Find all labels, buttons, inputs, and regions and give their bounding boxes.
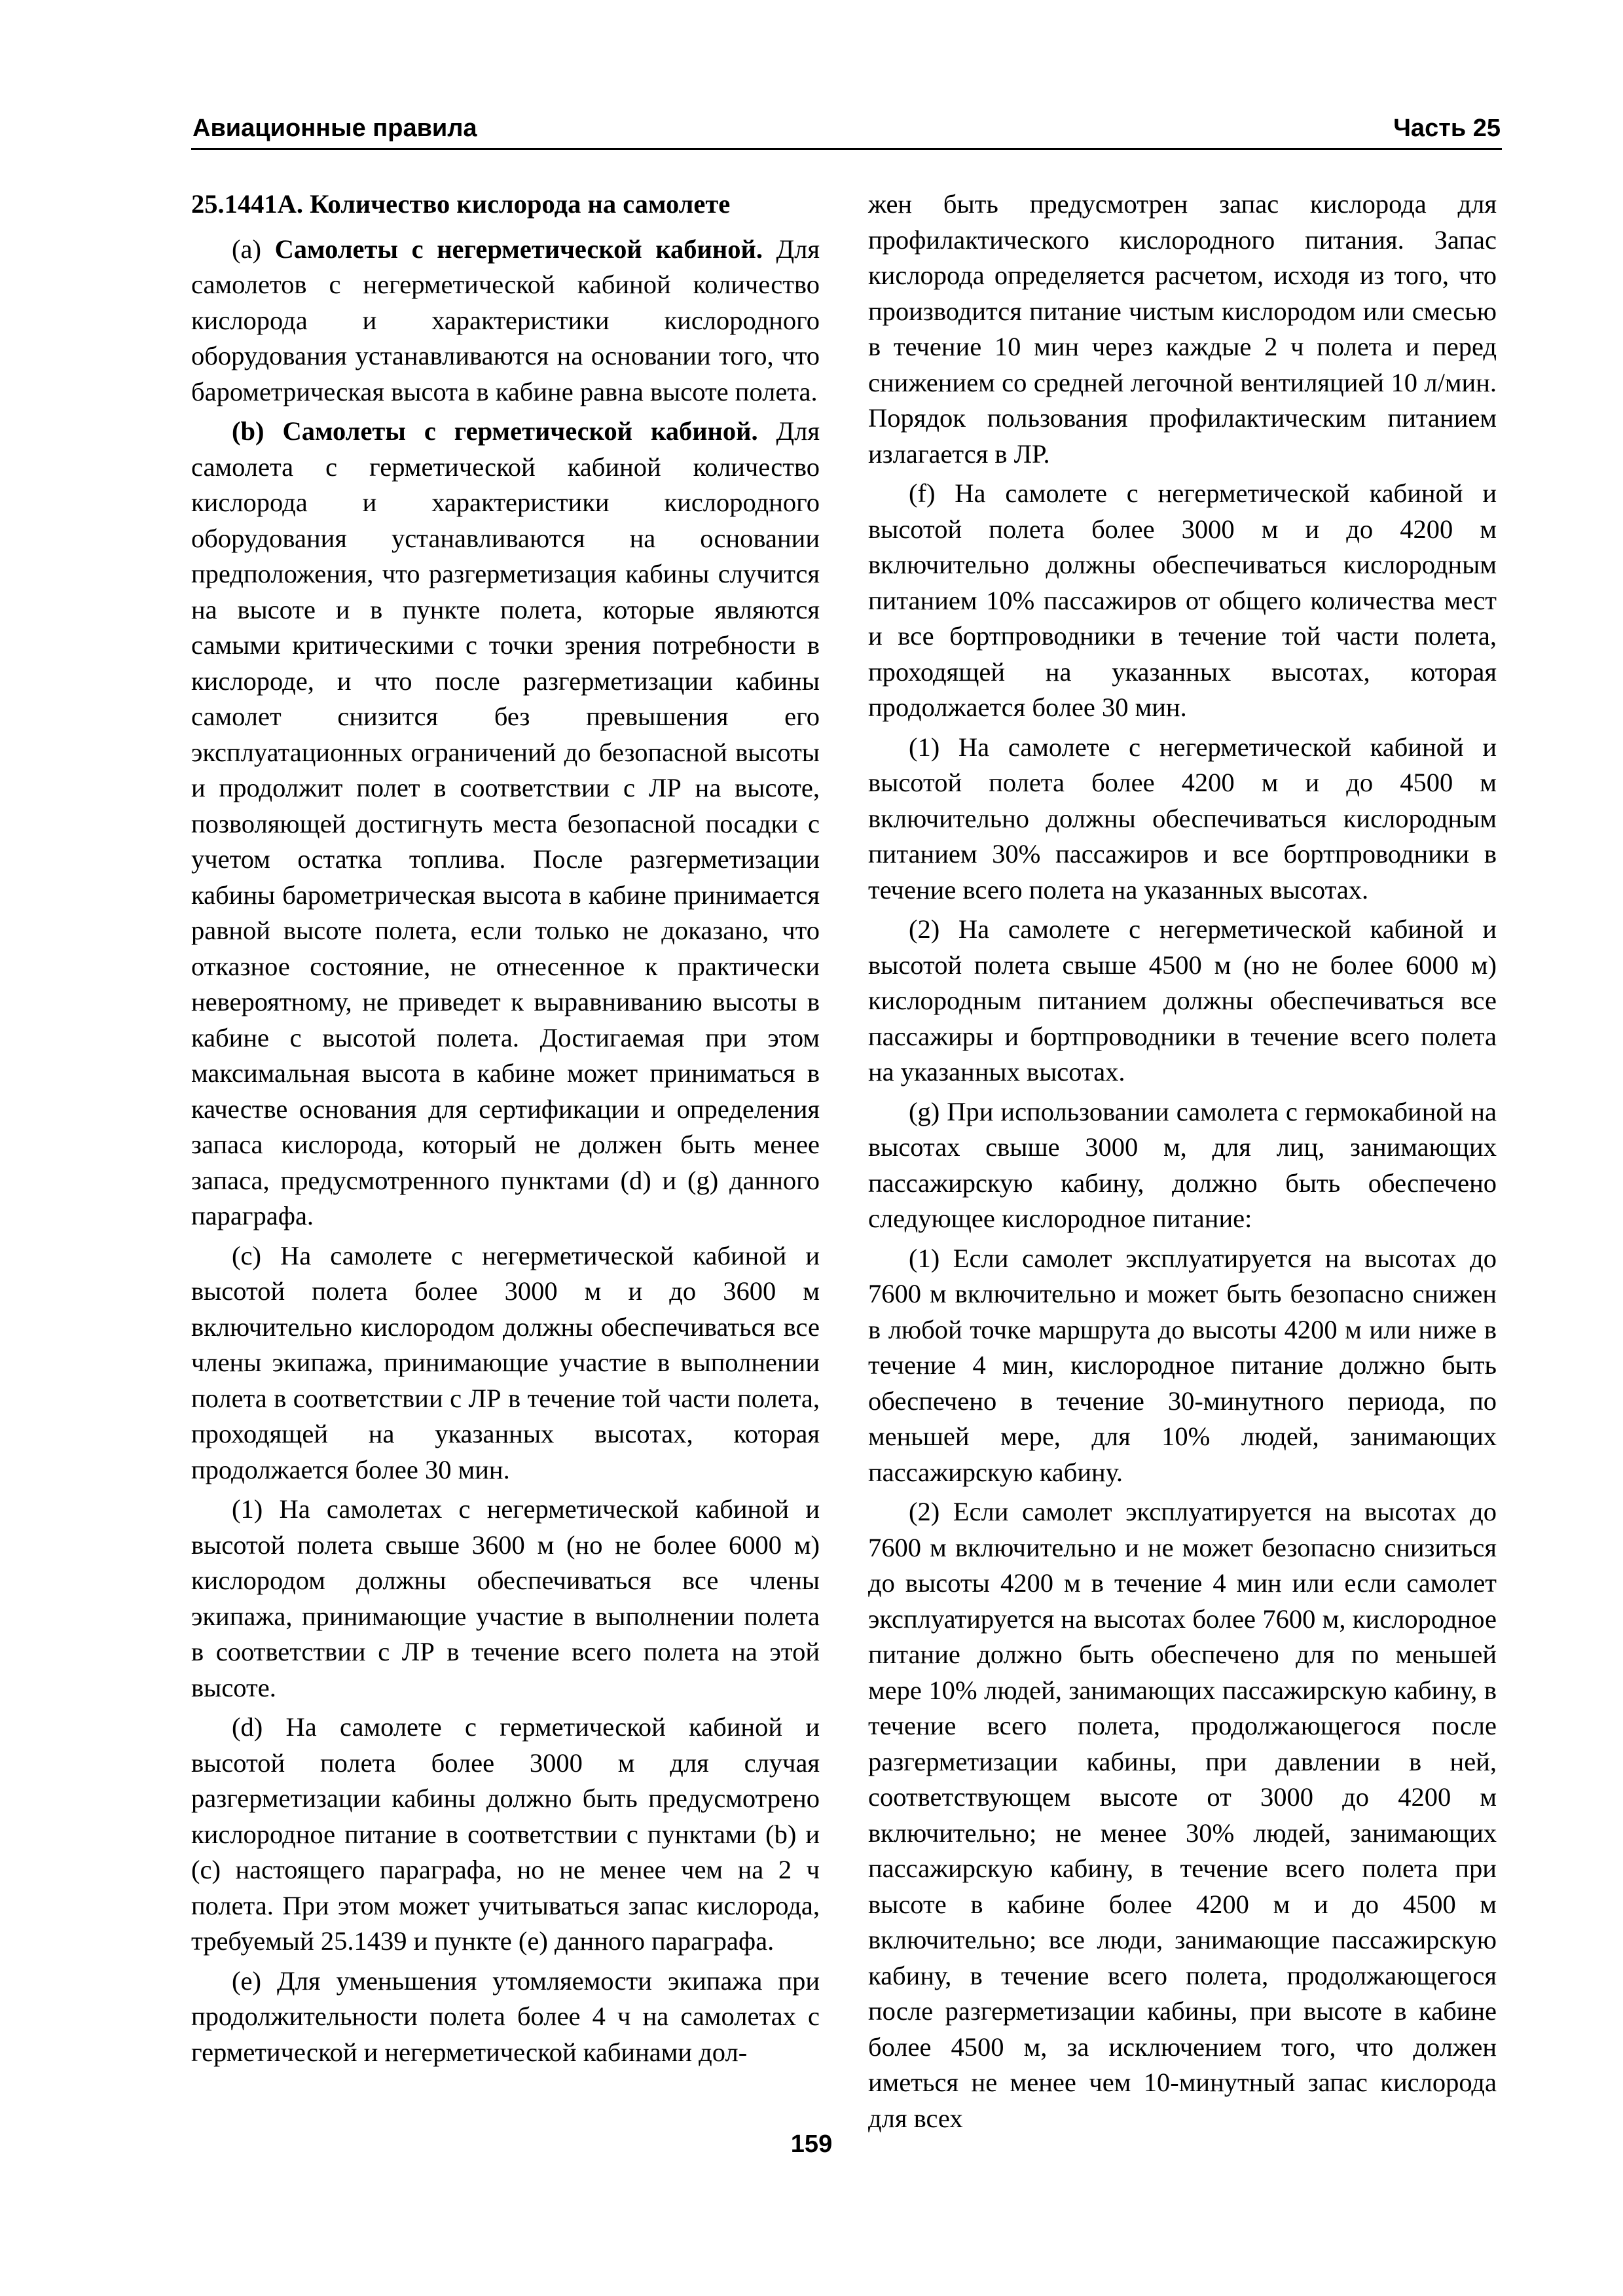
header-part: Часть 25 (1393, 115, 1501, 142)
paragraph-d: (d) На самолете с герметической кабиной и высотой полета более 3000 м для случая разгерметизации кабины должно быть предусмотрено кислородное питание в соответствии с пунктами (b) и (c) настоящего параграфа, но не менее чем на 2 ч полета. При этом может учитываться запас кислорода, требуемый 25.1439 и пункте (e) данного параграфа. (191, 1712, 820, 1956)
paragraph-f1: (1) На самолете с негерметической кабиной и высотой полета более 4200 м и до 4500 м включительно должны обеспечиваться кислородным питанием 30% пассажиров и все бортпроводники в течение всего полета на указанных высотах. (868, 732, 1497, 905)
paragraph-f2: (2) На самолете с негерметической кабиной и высотой полета свыше 4500 м (но не более 6000 м) кислородным питанием должны обеспечиваться все пассажиры и бортпроводники в течение всего полета на указанных высотах. (868, 914, 1497, 1086)
paragraph-a-text: Для самолетов с негерметической кабиной количество кислорода и характеристики кислородного оборудования устанавливаются на основании того, что барометрическая высота в кабине равна высоте полета. (191, 234, 820, 406)
paragraph-g2: (2) Если самолет эксплуатируется на высотах до 7600 м включительно и не может безопасно снизиться до высоты 4200 м в течение 4 мин или если самолет эксплуатируется на высотах более 7600 м, кислородное питание должно быть обеспечено для по меньшей мере 10% людей, занимающих пассажирскую кабину, в течение всего полета, продолжающегося после разгерметизации кабины, при давлении в ней, соответствующем высоте от 3000 до 4200 м включительно; не менее 30% людей, занимающих пассажирскую кабину, в течение всего полета при высоте в кабине более 4200 м и до 4500 м включительно; все люди, занимающие пассажирскую кабину, в течение всего полета, продолжающегося после разгерметизации кабины, при высоте в кабине более 4500 м, за исключением того, что должен иметься не менее чем 10-минутный запас кислорода для всех (868, 1497, 1497, 2133)
paragraph-b (191, 414, 820, 1234)
paragraph-f: (f) На самолете с негерметической кабиной и высотой полета более 3000 м и до 4200 м включительно должны обеспечиваться кислородным питанием 10% пассажиров от общего количества мест и все бортпроводники в течение той части полета, проходящей на указанных высотах, которая продолжается более 30 мин. (868, 478, 1497, 722)
paragraph-b-heading: (b) Самолеты с герметической кабиной. (232, 416, 758, 446)
paragraph-g1: (1) Если самолет эксплуатируется на высотах до 7600 м включительно и может быть безопасно снижен в любой точке маршрута до высоты 4200 м или ниже в течение 4 мин, кислородное питание должно быть обеспечено в течение 30-минутного периода, по меньшей мере, для 10% людей, занимающих пассажирскую кабину. (868, 1243, 1497, 1487)
paragraph-g: (g) При использовании самолета с гермокабиной на высотах свыше 3000 м, для лиц, занимающих пассажирскую кабину, должно быть обеспечено следующее кислородное питание: (868, 1096, 1497, 1233)
running-header (191, 111, 1502, 150)
paragraph-a (191, 232, 820, 410)
page-number: 159 (790, 2130, 833, 2158)
left-column (191, 187, 820, 2074)
paragraph-b-text: Для самолета с герметической кабиной количество кислорода и характеристики кислородного оборудования устанавливаются на основании предположения, что разгерметизация кабины случится на высоте и в пункте полета, которые являются самыми критическими с точки зрения потребности в кислороде, и что после разгерметизации кабины самолет снизится без превышения его эксплуатационных ограничений до безопасной высоты и продолжит полет в соответствии с ЛР на высоте, позволяющей достигнуть места безопасной посадки с учетом остатка топлива. После разгерметизации кабины барометрическая высота в кабине принимается равной высоте полета, если только не доказано, что отказное состояние, не отнесенное к практически невероятному, не приведет к выравниванию высоты в кабине с высотой полета. Достигаемая при этом максимальная высота в кабине может приниматься в качестве основания для сертификации и определения запаса кислорода, который не должен быть менее запаса, предусмотренного пунктами (d) и (g) данного параграфа. (191, 416, 820, 1230)
paragraph-e: (e) Для уменьшения утомляемости экипажа при продолжительности полета более 4 ч на самолетах с герметической и негерметической кабинами дол- (191, 1965, 820, 2067)
paragraph-e-continued: жен быть предусмотрен запас кислорода для профилактического кислородного питания. Запас кислорода определяется расчетом, исходя из того, что производится питание чистым кислородом или смесью в течение 10 мин через каждые 2 ч полета и перед снижением со средней легочной вентиляцией 10 л/мин. Порядок пользования профилактическим питанием излагается в ЛР. (868, 189, 1497, 469)
header-title: Авиационные правила (192, 115, 477, 142)
section-title: 25.1441A. Количество кислорода на самолете (191, 189, 731, 219)
paragraph-c1: (1) На самолетах с негерметической кабиной и высотой полета свыше 3600 м (но не более 6000 м) кислородом должны обеспечиваться все члены экипажа, принимающие участие в выполнении полета в соответствии с ЛР в течение всего полета на этой высоте. (191, 1494, 820, 1702)
paragraph-a-label: (a) (232, 234, 275, 264)
paragraph-c: (c) На самолете с негерметической кабиной и высотой полета более 3000 м и до 3600 м включительно кислородом должны обеспечиваться все члены экипажа, принимающие участие в выполнении полета в соответствии с ЛР в течение той части полета, проходящей на указанных высотах, которая продолжается более 30 мин. (191, 1240, 820, 1484)
right-column (868, 187, 1497, 2140)
paragraph-a-heading: Самолеты с негерметической кабиной. (274, 234, 763, 264)
